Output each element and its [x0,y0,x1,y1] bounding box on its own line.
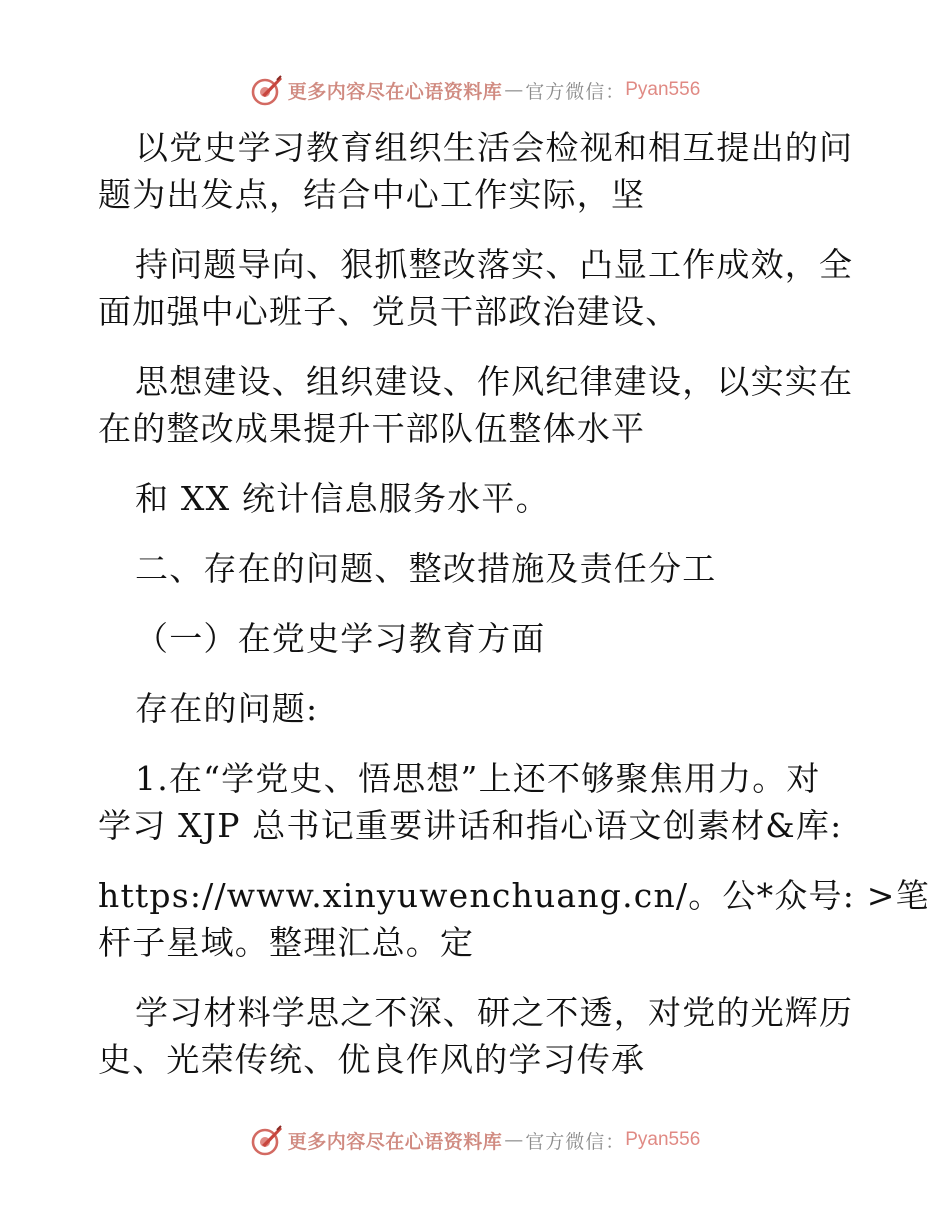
text-line: 史、光荣传统、优良作风的学习传承 [98,1040,646,1079]
text-line: 面加强中心班子、党员干部政治建设、 [98,292,680,331]
text-line: 思想建设、组织建设、作风纪律建设，以实实在 [135,362,854,401]
text-line: 和 XX 统计信息服务水平。 [135,479,550,518]
text-line: https://www.xinyuwenchuang.cn/。公*众号: >笔 [98,876,930,915]
subsection-heading: （一）在党史学习教育方面 [135,619,546,658]
watermark-wechat-id: Pyan556 [625,1129,701,1150]
quill-logo-icon [250,73,284,107]
watermark-official-label: 官方微信： [525,80,626,103]
text-line: 持问题导向、狠抓整改落实、凸显工作成效，全 [135,245,854,284]
text-line: 学习材料学思之不深、研之不透，对党的光辉历 [135,993,854,1032]
document-body [98,124,930,1083]
text-line: 杆子星域。整理汇总。定 [98,923,475,962]
section-heading: 二、存在的问题、整改措施及责任分工 [135,549,717,588]
header-watermark [0,70,950,110]
text-line: 学习 XJP 总书记重要讲话和指心语文创素材&库: [98,806,843,845]
footer-watermark [0,1120,950,1160]
quill-logo-icon [250,1123,284,1157]
text-line: 在的整改成果提升干部队伍整体水平 [98,409,646,448]
watermark-wechat-id: Pyan556 [625,79,701,100]
watermark-site-name: 更多内容尽在心语资料库 [287,80,503,103]
watermark-official-label: 官方微信： [525,1130,626,1153]
watermark-dash: — [504,1129,524,1151]
watermark-site-name: 更多内容尽在心语资料库 [287,1130,503,1153]
watermark-dash: — [504,79,524,101]
text-line: 1.在“学党史、悟思想”上还不够聚焦用力。对 [135,759,821,798]
text-line: 存在的问题: [135,689,319,728]
text-line: 以党史学习教育组织生活会检视和相互提出的问 [135,128,854,167]
text-line: 题为出发点，结合中心工作实际，坚 [98,175,646,214]
